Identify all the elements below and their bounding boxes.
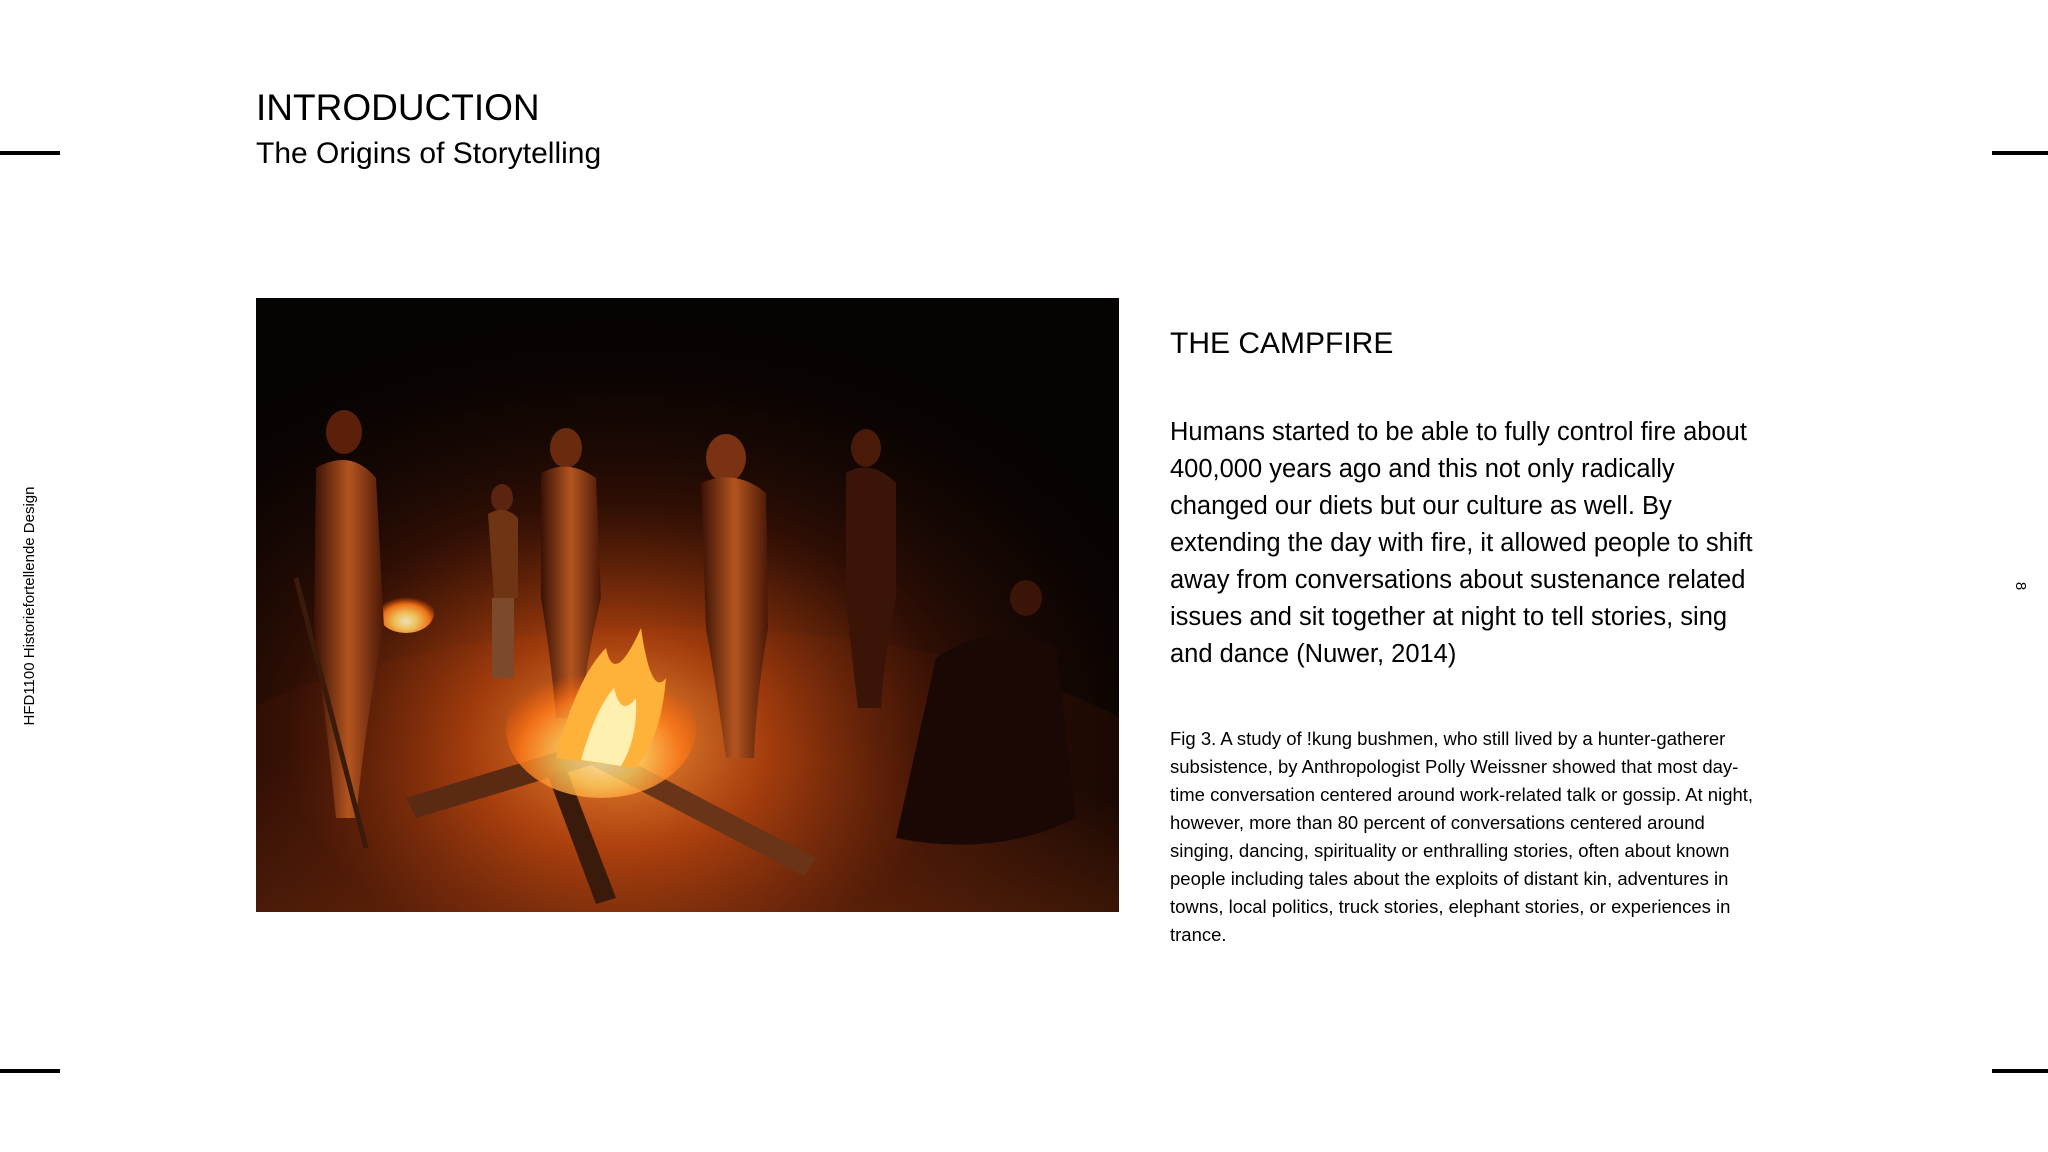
campfire-photo (256, 298, 1119, 912)
page-number: 8 (2012, 581, 2029, 591)
page-title: INTRODUCTION (256, 87, 540, 128)
body-paragraph: Humans started to be able to fully control fire about 400,000 years ago and this not only radically changed our diets but our culture as well. By extending the day with fire, it allowed people to shift away from conversations about sustenance related issues and sit together at night to tell stories, sing and dance (Nuwer, 2014) (1170, 418, 1753, 668)
course-label: HFD1100 Historiefortellende Design (21, 486, 38, 726)
corner-mark-bottom-right (1992, 1069, 2048, 1073)
page-subtitle: The Origins of Storytelling (256, 137, 602, 170)
corner-mark-top-left (0, 151, 60, 155)
corner-mark-top-right (1992, 151, 2048, 155)
campfire-illustration (256, 298, 1119, 912)
section-heading: THE CAMPFIRE (1170, 327, 1394, 360)
corner-mark-bottom-left (0, 1069, 60, 1073)
figure-caption: Fig 3. A study of !kung bushmen, who still lived by a hunter-gatherer subsistence, by Anthropologist Polly Weissner showed that most day-time conversation centered around work-related talk or gossip. At night, however, more than 80 percent of conversations centered around singing, dancing, spirituality or enthralling stories, often about known people including tales about the exploits of distant kin, adventures in towns, local politics, truck stories, elephant stories, or experiences in trance. (1170, 728, 1754, 945)
